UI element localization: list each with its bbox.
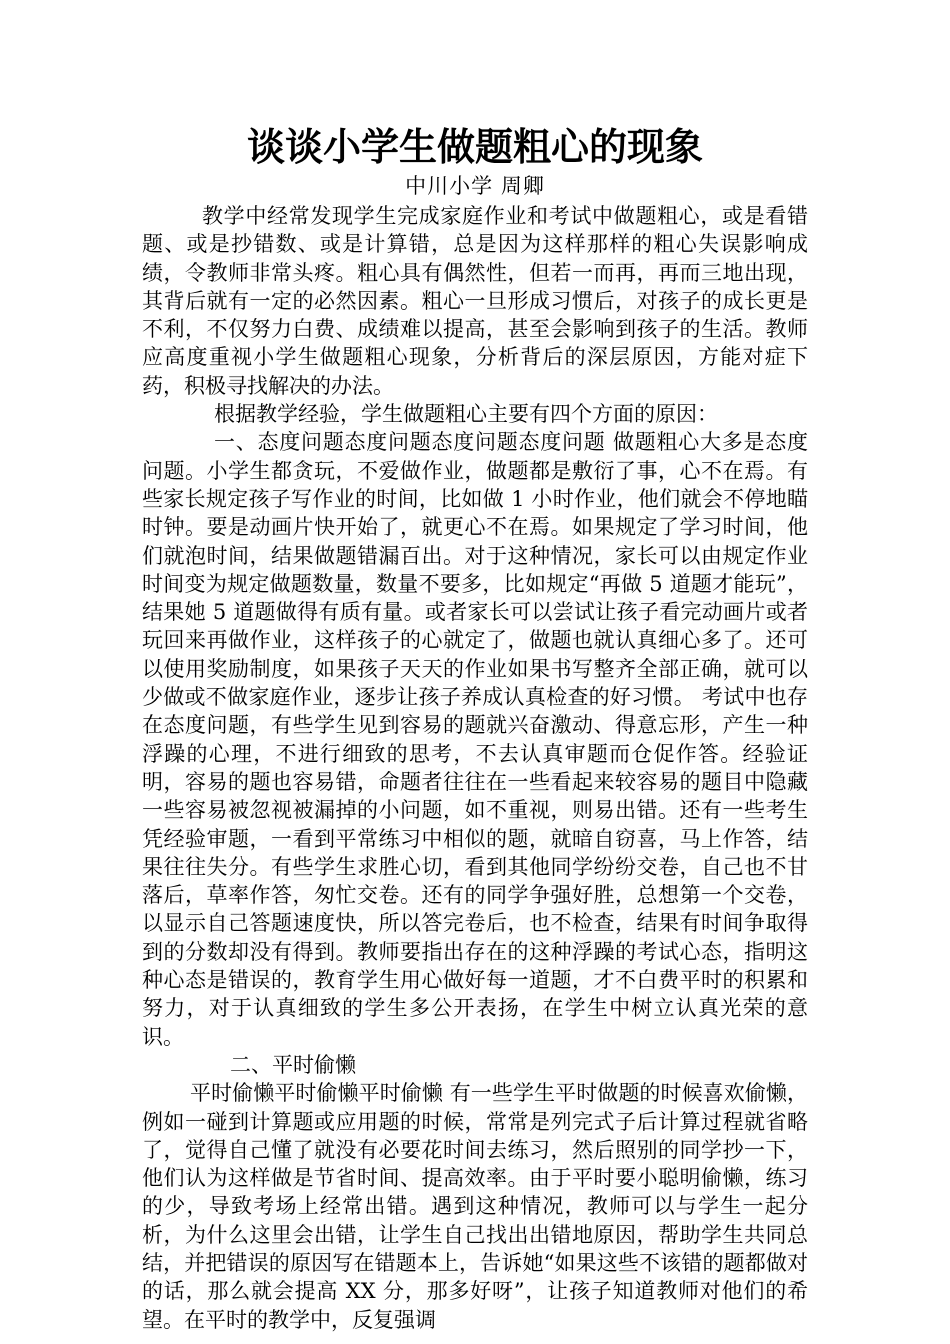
heading-laziness: 二、平时偷懒 xyxy=(230,1052,356,1077)
paragraph-intro: 教学中经常发现学生完成家庭作业和考试中做题粗心，或是看错题、或是抄错数、或是计算错，总是因为这样那样的粗心失误影响成绩，令教师非常头疼。粗心具有偶然性，但若一而再，再而三地出现，其背后就有一定的必然因素。粗心一旦形成习惯后，对孩子的成长更是不利，不仅努力白费、成绩难以提高，甚至会影响到孩子的生活。教师应高度重视小学生做题粗心现象，分析背后的深层原因，方能对症下药，积极寻找解决的办法。 xyxy=(142,204,808,398)
author-line: 中川小学 周卿 xyxy=(405,174,545,198)
document-body xyxy=(142,202,808,1334)
paragraph-reasons-lead: 根据教学经验，学生做题粗心主要有四个方面的原因： xyxy=(214,402,718,427)
document-title: 谈谈小学生做题粗心的现象 xyxy=(246,124,703,169)
paragraph-attitude: 一、态度问题态度问题态度问题态度问题 做题粗心大多是态度问题。小学生都贪玩，不爱做作业，做题都是敷衍了事，心不在焉。有些家长规定孩子写作业的时间，比如做 1 小时作业，他们就会不停地瞄时钟。要是动画片快开始了，就更心不在焉。如果规定了学习时间，他们就泡时间，结果做题错漏百出。对于这种情况，家长可以由规定作业时间变为规定做题数量，数量不要多，比如规定“再做 5 道题才能玩”，结果她 5 道题做得有质有量。或者家长可以尝试让孩子看完动画片或者玩回来再做作业，这样孩子的心就定了，做题也就认真细心多了。还可以使用奖励制度，如果孩子天天的作业如果书写整齐全部正确，就可以少做或不做家庭作业，逐步让孩子养成认真检查的好习惯。 考试中也存在态度问题，有些学生见到容易的题就兴奋激动、得意忘形，产生一种浮躁的心理，不进行细致的思考，不去认真审题而仓促作答。经验证明，容易的题也容易错，命题者往往在一些看起来较容易的题目中隐藏一些容易被忽视被漏掉的小问题，如不重视，则易出错。还有一些考生凭经验审题，一看到平常练习中相似的题，就暗自窃喜，马上作答，结果往往失分。有些学生求胜心切，看到其他同学纷纷交卷，自己也不甘落后，草率作答，匆忙交卷。还有的同学争强好胜，总想第一个交卷，以显示自己答题速度快，所以答完卷后，也不检查，结果有时间争取得到的分数却没有得到。教师要指出存在的这种浮躁的考试心态，指明这种心态是错误的，教育学生用心做好每一道题，才不白费平时的积累和努力，对于认真细致的学生多公开表扬，在学生中树立认真光荣的意识。 xyxy=(142,430,808,1049)
paragraph-laziness: 平时偷懒平时偷懒平时偷懒 有一些学生平时做题的时候喜欢偷懒，例如一碰到计算题或应用题的时候，常常是列完式子后计算过程就省略了，觉得自己懂了就没有必要花时间去练习，然后照别的同学抄一下，他们认为这样做是节省时间、提高效率。由于平时要小聪明偷懒，练习的少，导致考场上经常出错。遇到这种情况，教师可以与学生一起分析，为什么这里会出错，让学生自己找出出错地原因，帮助学生共同总结，并把错误的原因写在错题本上，告诉她“如果这些不该错的题都做对的话，那么就会提高 XX 分，那多好呀”，让孩子知道教师对他们的希望。在平时的教学中，反复强调 xyxy=(142,1081,808,1332)
